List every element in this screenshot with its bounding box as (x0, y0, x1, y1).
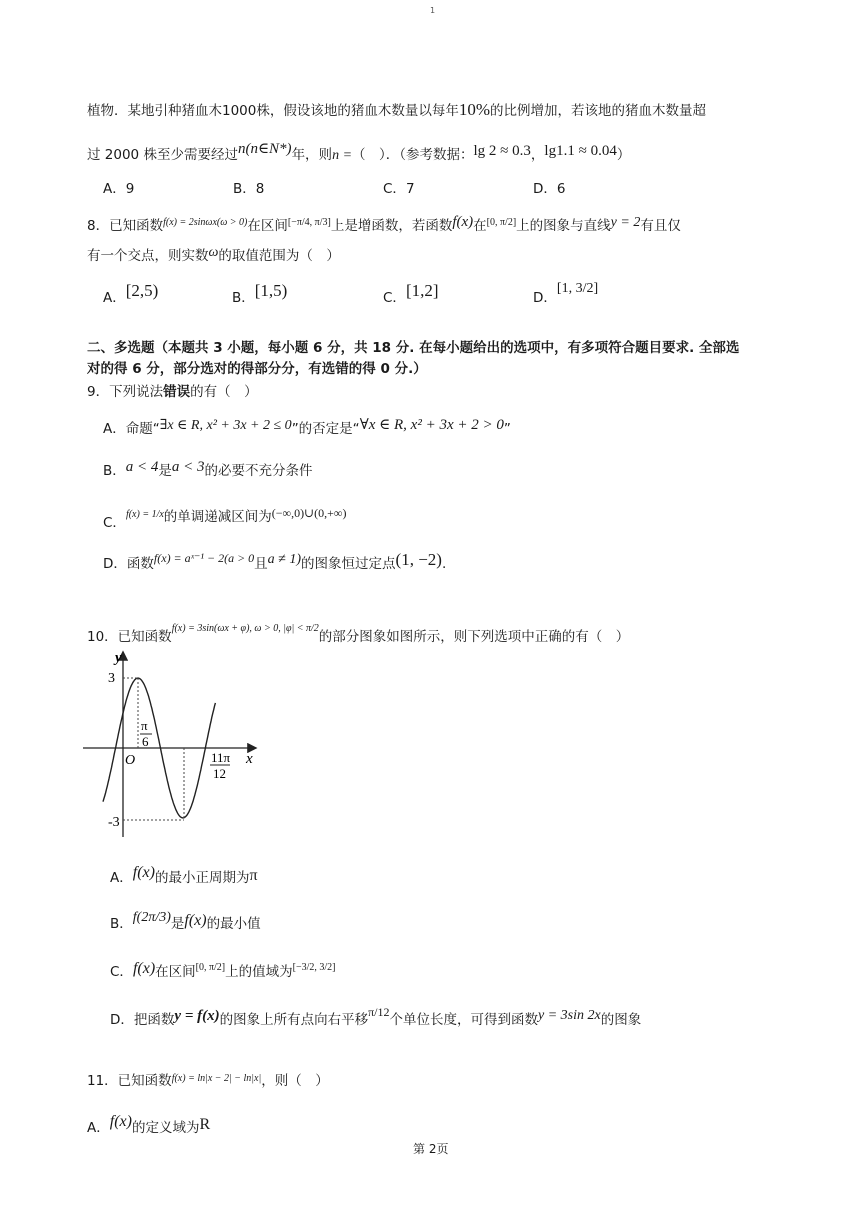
section2-line2: 对的得 6 分，部分选对的得部分分，有选错的得 0 分.） (87, 361, 427, 377)
q9-option-a[interactable]: A．命题“∃x ∈ R, x² + 3x + 2 ≤ 0”的否定是“∀x ∈ R, x² + 3x + 2 > 0” (103, 417, 511, 437)
tick-11pi12-den: 12 (213, 766, 226, 781)
q7-option-b[interactable]: B．8 (233, 181, 265, 197)
y-tick-neg3: -3 (108, 815, 120, 830)
q7-option-c[interactable]: C．7 (383, 181, 415, 197)
page-number: 第 2页 (413, 1142, 449, 1156)
q11-stem: 11．已知函数$^{f(x) = ln|x - 2| - ln|x|}$，则（ ） (87, 1073, 329, 1089)
tick-11pi12-num: 11π (211, 750, 231, 765)
q8-interval: [−π/4, π/3] (287, 217, 331, 228)
q7-option-a[interactable]: A．9 (103, 181, 135, 197)
q8-option-b[interactable]: B．[1,5) (232, 281, 288, 306)
q8-interval2: [0, π/2] (486, 217, 517, 228)
q10-option-b[interactable]: B．f(2π/3)是f(x)的最小值 (110, 910, 261, 932)
q9-stem: 9．下列说法错误的有（ ） (87, 384, 258, 400)
q7-ref-lg11: lg1.1 ≈ 0.04 (544, 143, 617, 159)
q7-rate: 10% (458, 100, 491, 119)
q8-line2: 有一个交点，则实数ω的取值范围为（ ） (87, 245, 340, 264)
q10-function: f(x) = 3sin(ωx + φ), ω > 0, |φ| < π/2 (171, 623, 319, 634)
q8-option-c[interactable]: C．[1,2] (383, 281, 439, 306)
y-label: y (115, 650, 122, 666)
q7-ref-lg2: lg 2 ≈ 0.3 (473, 143, 531, 159)
q8-option-a[interactable]: A．[2,5) (103, 281, 159, 306)
header-marker: 1 (430, 6, 436, 15)
q7-line2: 过 2000 株至少需要经过n(n∈N*)年，则n =（ ）．（参考数据：lg 2 ≈ 0.3，lg1.1 ≈ 0.04） (87, 141, 631, 163)
tick-pi6-den: 6 (142, 734, 149, 749)
q9-option-b[interactable]: B．a < 4是a < 3的必要不充分条件 (103, 459, 313, 479)
q11-option-a[interactable]: A．f(x)的定义域为R (87, 1113, 211, 1136)
q9-option-c[interactable]: C．$^{f(x) = 1/x}$的单调递减区间为(−∞,0)∪(0,+∞) (103, 506, 347, 531)
q10-sine-graph (80, 645, 270, 845)
q7-option-d[interactable]: D．6 (533, 181, 566, 197)
y-tick-3: 3 (108, 671, 115, 686)
q10-option-a[interactable]: A．f(x)的最小正周期为π (110, 864, 258, 886)
q8-line1: 8．已知函数$^{f(x) = 2sin\omega x(\omega > 0)}$在区间[−π/4, π/3]上是增函数，若函数f(x)在[0, π/2]上的图象与直线y = 2有且仅 (87, 214, 681, 234)
q10-option-d[interactable]: D．把函数y = f(x)的图象上所有点向右平移π/12个单位长度，可得到函数y = 3sin 2x的图象 (110, 1005, 642, 1028)
tick-pi6-num: π (141, 718, 148, 733)
q10-option-c[interactable]: C．f(x)在区间[0, π/2]上的值域为[−3/2, 3/2] (110, 960, 336, 980)
q11-function: f(x) = ln|x − 2| − ln|x| (171, 1073, 262, 1084)
q8-function: f(x) = 2sinωx(ω > 0) (163, 217, 248, 228)
x-label: x (246, 751, 253, 767)
q8-option-d[interactable]: D．[1, 3/2] (533, 281, 599, 306)
q7-line1: 植物．某地引种猪血木1000株，假设该地的猪血木数量以每年10%的比例增加，若该地的猪血木数量超 (87, 100, 707, 119)
q9-option-d[interactable]: D．函数f(x) = aˣ⁻¹ − 2(a > 0且a ≠ 1)的图象恒过定点(1, −2). (103, 550, 447, 572)
q10-stem: 10．已知函数$^{f(x) = 3sin(\omega x + \varphi), \omega > 0, |\varphi| < \pi/2}$的部分图象如图所示，则下列选项中正确的有（ ） (87, 623, 630, 645)
q7-n-condition: n(n∈N*) (237, 141, 292, 157)
origin-label: O (125, 753, 136, 768)
section2-line1: 二、多选题（本题共 3 小题，每小题 6 分，共 18 分. 在每小题给出的选项中，有多项符合题目要求. 全部选 (87, 340, 740, 356)
